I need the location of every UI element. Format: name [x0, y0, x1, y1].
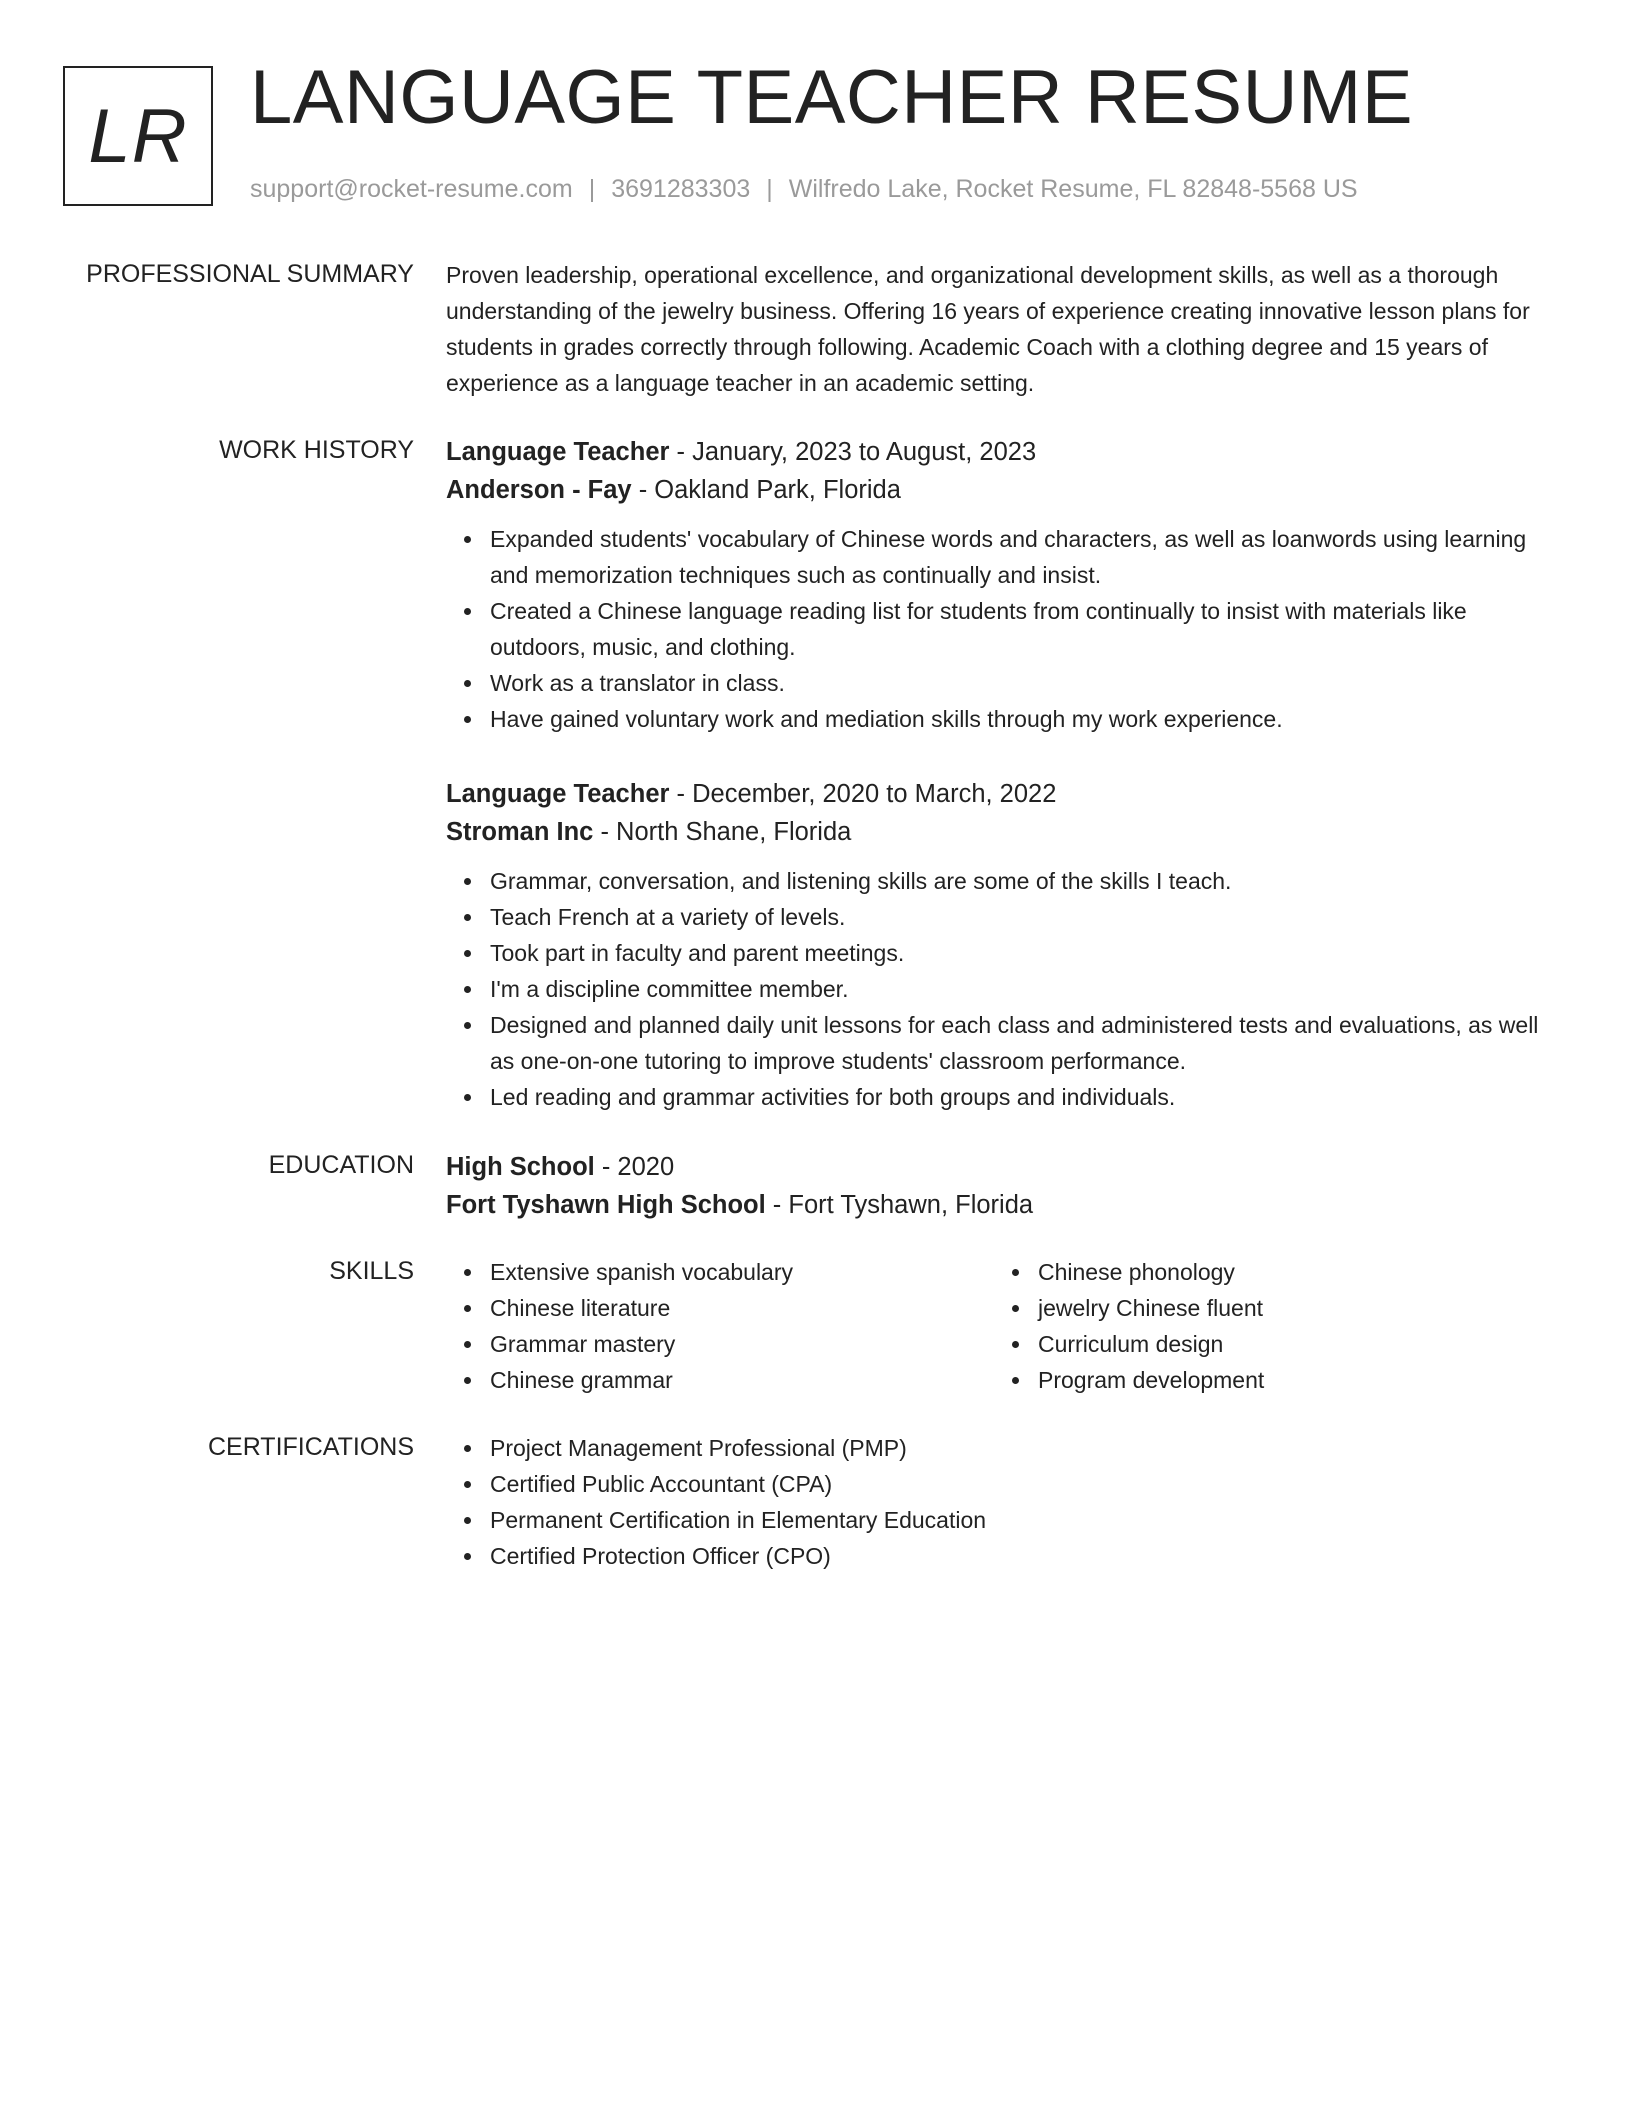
certification-item: Permanent Certification in Elementary Education [490, 1502, 1561, 1538]
education-school-line [446, 1186, 1561, 1224]
contact-separator: | [766, 175, 773, 203]
certification-item: Certified Public Accountant (CPA) [490, 1466, 1561, 1502]
job-dates: - January, 2023 to August, 2023 [669, 438, 1037, 466]
certification-item: Certified Protection Officer (CPO) [490, 1538, 1561, 1574]
education-degree: High School [446, 1153, 595, 1181]
certifications-body [446, 1430, 1561, 1574]
work-history-body [446, 433, 1561, 1115]
contact-phone: 3691283303 [611, 175, 751, 203]
job-bullet: Teach French at a variety of levels. [490, 899, 1561, 935]
job-company-line [446, 471, 1561, 509]
skill-item: Curriculum design [1038, 1326, 1494, 1362]
job-location: - Oakland Park, Florida [631, 476, 901, 504]
job-bullet: Took part in faculty and parent meetings. [490, 935, 1561, 971]
job-bullets [446, 521, 1561, 737]
skill-item: Chinese literature [490, 1290, 994, 1326]
job-entry [446, 433, 1561, 737]
skills-list-right [994, 1254, 1494, 1398]
certifications-list [446, 1430, 1561, 1574]
job-title-line [446, 433, 1561, 471]
education-degree-line [446, 1148, 1561, 1186]
skill-item: Chinese phonology [1038, 1254, 1494, 1290]
job-company: Stroman Inc [446, 818, 594, 846]
job-bullet: Grammar, conversation, and listening skills are some of the skills I teach. [490, 863, 1561, 899]
resume-title: LANGUAGE TEACHER RESUME [250, 55, 1414, 140]
job-bullet: Have gained voluntary work and mediation skills through my work experience. [490, 701, 1561, 737]
job-dates: - December, 2020 to March, 2022 [669, 780, 1057, 808]
contact-line [250, 173, 1358, 206]
contact-separator: | [588, 175, 596, 203]
skill-item: Extensive spanish vocabulary [490, 1254, 994, 1290]
job-entry [446, 775, 1561, 1115]
job-bullet: Created a Chinese language reading list for students from continually to insist with materials like outdoors, music, and clothing. [490, 593, 1561, 665]
job-bullet: Designed and planned daily unit lessons for each class and administered tests and evaluations, as well as one-on-one tutoring to improve students' classroom performance. [490, 1007, 1561, 1079]
skills-list-left [446, 1254, 994, 1398]
contact-email: support@rocket-resume.com [250, 175, 573, 203]
job-bullet: Led reading and grammar activities for both groups and individuals. [490, 1079, 1561, 1115]
job-company-line [446, 813, 1561, 851]
section-label-summary: PROFESSIONAL SUMMARY [86, 260, 414, 288]
job-title: Language Teacher [446, 438, 670, 466]
education-body [446, 1148, 1561, 1224]
contact-address: Wilfredo Lake, Rocket Resume, FL 82848-5568 US [788, 175, 1358, 203]
section-label-skills: SKILLS [329, 1257, 414, 1285]
job-title: Language Teacher [446, 780, 670, 808]
job-bullet: Work as a translator in class. [490, 665, 1561, 701]
monogram-logo: LR [63, 66, 213, 206]
education-location: - Fort Tyshawn, Florida [765, 1191, 1034, 1219]
section-label-work-history: WORK HISTORY [219, 436, 414, 464]
certification-item: Project Management Professional (PMP) [490, 1430, 1561, 1466]
job-bullets [446, 863, 1561, 1115]
skill-item: Program development [1038, 1362, 1494, 1398]
skill-item: Grammar mastery [490, 1326, 994, 1362]
education-school: Fort Tyshawn High School [446, 1191, 766, 1219]
job-bullet: I'm a discipline committee member. [490, 971, 1561, 1007]
job-location: - North Shane, Florida [593, 818, 852, 846]
skill-item: Chinese grammar [490, 1362, 994, 1398]
section-label-education: EDUCATION [268, 1151, 414, 1179]
job-bullet: Expanded students' vocabulary of Chinese words and characters, as well as loanwords using learning and memorization techniques such as continually and insist. [490, 521, 1561, 593]
job-company: Anderson - Fay [446, 476, 632, 504]
job-title-line [446, 775, 1561, 813]
skill-item: jewelry Chinese fluent [1038, 1290, 1494, 1326]
summary-text: Proven leadership, operational excellence, and organizational development skills, as well as a thorough understanding of the jewelry business. Offering 16 years of experience creating innovative lesson plans for students in grades correctly through following. Academic Coach with a clothing degree and 15 years of experience as a language teacher in an academic setting. [446, 262, 1530, 396]
education-year: - 2020 [594, 1153, 675, 1181]
skills-body [446, 1254, 1561, 1398]
summary-body [446, 257, 1561, 401]
section-label-certifications: CERTIFICATIONS [207, 1433, 414, 1461]
